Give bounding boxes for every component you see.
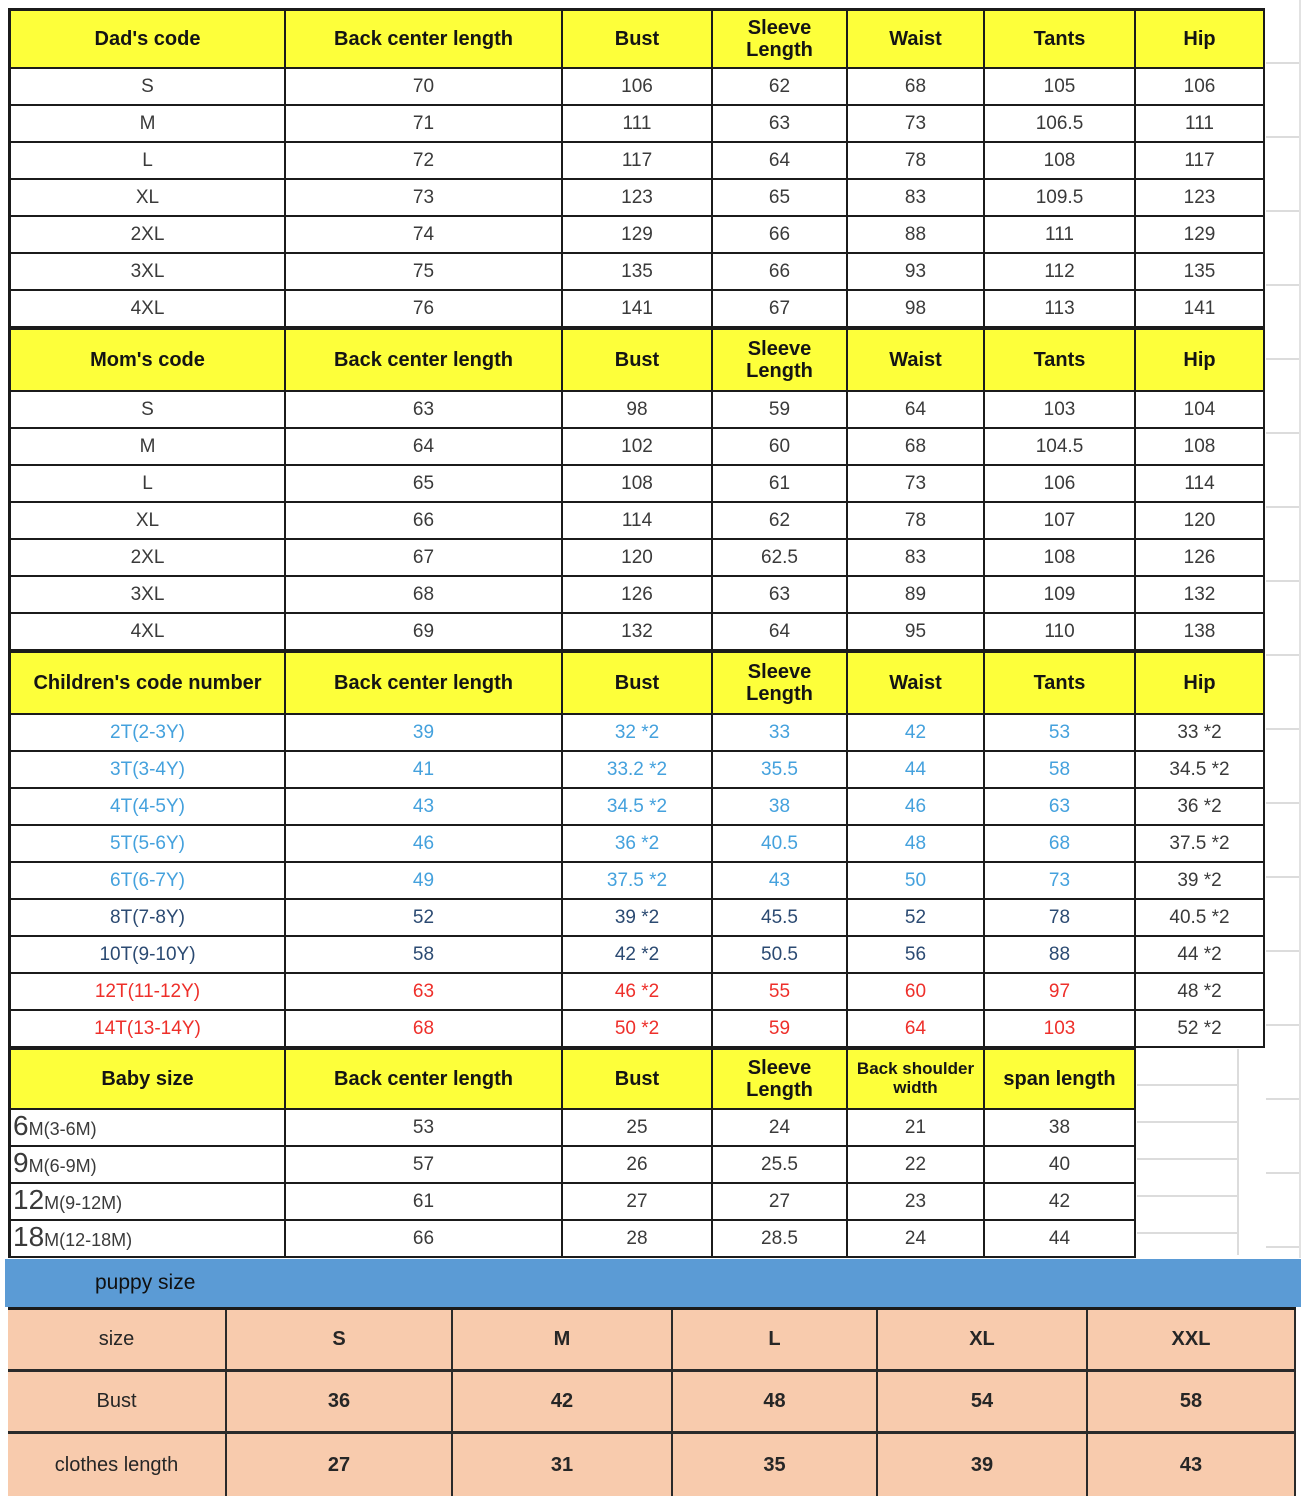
row-label: XL [11, 180, 286, 217]
value-cell: 89 [848, 577, 985, 614]
value-cell: 27 [713, 1184, 848, 1221]
column-header: Baby size [11, 1050, 286, 1110]
column-header: Sleeve Length [713, 11, 848, 69]
value-cell: 64 [713, 614, 848, 651]
puppy-value-cell: XL [878, 1310, 1088, 1372]
value-cell: 108 [1136, 429, 1265, 466]
value-cell: 42 [985, 1184, 1136, 1221]
value-cell: 62 [713, 503, 848, 540]
value-cell: 66 [286, 503, 563, 540]
value-cell: 42 [848, 715, 985, 752]
puppy-value-cell: 39 [878, 1434, 1088, 1496]
mom-size-table [8, 327, 1265, 651]
value-cell: 129 [1136, 217, 1265, 254]
value-cell: 66 [286, 1221, 563, 1258]
value-cell: 45.5 [713, 900, 848, 937]
value-cell: 52 [286, 900, 563, 937]
puppy-value-cell: 35 [673, 1434, 878, 1496]
value-cell: 129 [563, 217, 713, 254]
value-cell: 106 [985, 466, 1136, 503]
value-cell: 108 [985, 143, 1136, 180]
value-cell: 138 [1136, 614, 1265, 651]
value-cell: 106 [563, 69, 713, 106]
value-cell: 135 [563, 254, 713, 291]
value-cell: 62 [713, 69, 848, 106]
value-cell: 83 [848, 540, 985, 577]
value-cell: 68 [848, 429, 985, 466]
value-cell: 23 [848, 1184, 985, 1221]
row-label: 8T(7-8Y) [11, 900, 286, 937]
value-cell: 24 [713, 1110, 848, 1147]
column-header: Children's code number [11, 653, 286, 715]
value-cell: 38 [985, 1110, 1136, 1147]
value-cell: 110 [985, 614, 1136, 651]
row-label: 4XL [11, 614, 286, 651]
value-cell: 41 [286, 752, 563, 789]
value-cell: 71 [286, 106, 563, 143]
row-label-number: 6 [13, 1110, 29, 1141]
row-label-number: 12 [13, 1184, 45, 1215]
value-cell: 58 [985, 752, 1136, 789]
row-label: XL [11, 503, 286, 540]
value-cell: 108 [563, 466, 713, 503]
value-cell: 28.5 [713, 1221, 848, 1258]
column-header: Sleeve Length [713, 653, 848, 715]
column-header: Waist [848, 11, 985, 69]
row-label: 4XL [11, 291, 286, 328]
value-cell: 46 [848, 789, 985, 826]
value-cell: 78 [985, 900, 1136, 937]
value-cell: 64 [713, 143, 848, 180]
column-header: Waist [848, 330, 985, 392]
value-cell: 68 [286, 1011, 563, 1048]
value-cell: 27 [563, 1184, 713, 1221]
value-cell: 132 [1136, 577, 1265, 614]
value-cell: 50 *2 [563, 1011, 713, 1048]
value-cell: 114 [1136, 466, 1265, 503]
value-cell: 52 [848, 900, 985, 937]
value-cell: 69 [286, 614, 563, 651]
value-cell: 74 [286, 217, 563, 254]
column-header: span length [985, 1050, 1136, 1110]
row-label-suffix: M(9-12M) [44, 1193, 123, 1213]
value-cell: 117 [563, 143, 713, 180]
row-label: 2XL [11, 217, 286, 254]
value-cell: 114 [563, 503, 713, 540]
value-cell: 21 [848, 1110, 985, 1147]
value-cell: 65 [286, 466, 563, 503]
row-label-suffix: M(12-18M) [44, 1230, 133, 1250]
value-cell: 126 [1136, 540, 1265, 577]
value-cell: 28 [563, 1221, 713, 1258]
column-header: Sleeve Length [713, 330, 848, 392]
value-cell: 34.5 *2 [563, 789, 713, 826]
row-label: 2T(2-3Y) [11, 715, 286, 752]
puppy-size-title: puppy size [95, 1271, 196, 1294]
value-cell: 49 [286, 863, 563, 900]
column-header: Sleeve Length [713, 1050, 848, 1110]
value-cell: 64 [848, 392, 985, 429]
row-label-number: 9 [13, 1147, 29, 1178]
row-label: 14T(13-14Y) [11, 1011, 286, 1048]
value-cell: 40 [985, 1147, 1136, 1184]
value-cell: 25 [563, 1110, 713, 1147]
value-cell: 37.5 *2 [563, 863, 713, 900]
puppy-row-label: Bust [8, 1372, 227, 1434]
value-cell: 76 [286, 291, 563, 328]
column-header: Bust [563, 1050, 713, 1110]
row-label: 2XL [11, 540, 286, 577]
value-cell: 75 [286, 254, 563, 291]
value-cell: 67 [713, 291, 848, 328]
column-header: Tants [985, 653, 1136, 715]
value-cell: 67 [286, 540, 563, 577]
value-cell: 66 [713, 254, 848, 291]
value-cell: 88 [985, 937, 1136, 974]
value-cell: 109.5 [985, 180, 1136, 217]
column-header: Hip [1136, 11, 1265, 69]
value-cell: 97 [985, 974, 1136, 1011]
row-label: 3T(3-4Y) [11, 752, 286, 789]
baby-size-table [8, 1047, 1136, 1258]
value-cell: 66 [713, 217, 848, 254]
value-cell: 61 [286, 1184, 563, 1221]
puppy-value-cell: 48 [673, 1372, 878, 1434]
value-cell: 46 *2 [563, 974, 713, 1011]
puppy-value-cell: M [453, 1310, 673, 1372]
value-cell: 22 [848, 1147, 985, 1184]
row-label-suffix: M(6-9M) [28, 1156, 97, 1176]
value-cell: 98 [848, 291, 985, 328]
column-header: Hip [1136, 653, 1265, 715]
row-label: 12T(11-12Y) [11, 974, 286, 1011]
column-header: Hip [1136, 330, 1265, 392]
column-header: Bust [563, 11, 713, 69]
row-label [11, 1147, 286, 1184]
value-cell: 63 [713, 577, 848, 614]
value-cell: 106 [1136, 69, 1265, 106]
row-label-number: 18 [13, 1221, 45, 1252]
value-cell: 34.5 *2 [1136, 752, 1265, 789]
column-header: Back center length [286, 1050, 563, 1110]
value-cell: 68 [985, 826, 1136, 863]
row-label [11, 1184, 286, 1221]
value-cell: 48 [848, 826, 985, 863]
value-cell: 56 [848, 937, 985, 974]
value-cell: 68 [286, 577, 563, 614]
puppy-value-cell: 42 [453, 1372, 673, 1434]
row-label: M [11, 429, 286, 466]
puppy-value-cell: 58 [1088, 1372, 1296, 1434]
value-cell: 43 [713, 863, 848, 900]
row-label-suffix: M(3-6M) [28, 1119, 97, 1139]
value-cell: 106.5 [985, 106, 1136, 143]
puppy-value-cell: L [673, 1310, 878, 1372]
dad-size-table [8, 8, 1265, 328]
value-cell: 50 [848, 863, 985, 900]
value-cell: 88 [848, 217, 985, 254]
value-cell: 39 *2 [563, 900, 713, 937]
value-cell: 39 [286, 715, 563, 752]
row-label: 3XL [11, 577, 286, 614]
column-header: Tants [985, 330, 1136, 392]
value-cell: 32 *2 [563, 715, 713, 752]
row-label: S [11, 69, 286, 106]
value-cell: 39 *2 [1136, 863, 1265, 900]
spreadsheet-gridlines-baby [1137, 1049, 1239, 1255]
column-header: Mom's code [11, 330, 286, 392]
row-label: M [11, 106, 286, 143]
value-cell: 52 *2 [1136, 1011, 1265, 1048]
value-cell: 55 [713, 974, 848, 1011]
value-cell: 93 [848, 254, 985, 291]
value-cell: 26 [563, 1147, 713, 1184]
puppy-value-cell: S [227, 1310, 453, 1372]
value-cell: 102 [563, 429, 713, 466]
value-cell: 65 [713, 180, 848, 217]
value-cell: 111 [985, 217, 1136, 254]
value-cell: 113 [985, 291, 1136, 328]
value-cell: 33 *2 [1136, 715, 1265, 752]
value-cell: 44 [848, 752, 985, 789]
row-label: 4T(4-5Y) [11, 789, 286, 826]
value-cell: 123 [1136, 180, 1265, 217]
column-header: Back center length [286, 653, 563, 715]
puppy-size-table [8, 1307, 1296, 1496]
row-label: 3XL [11, 254, 286, 291]
column-header: Back center length [286, 11, 563, 69]
value-cell: 112 [985, 254, 1136, 291]
value-cell: 46 [286, 826, 563, 863]
value-cell: 63 [985, 789, 1136, 826]
value-cell: 108 [985, 540, 1136, 577]
value-cell: 36 *2 [563, 826, 713, 863]
row-label: L [11, 466, 286, 503]
puppy-value-cell: 27 [227, 1434, 453, 1496]
children-size-table [8, 650, 1265, 1048]
puppy-row-label: size [8, 1310, 227, 1372]
value-cell: 60 [713, 429, 848, 466]
value-cell: 42 *2 [563, 937, 713, 974]
value-cell: 38 [713, 789, 848, 826]
value-cell: 111 [1136, 106, 1265, 143]
value-cell: 63 [286, 974, 563, 1011]
row-label: L [11, 143, 286, 180]
value-cell: 73 [848, 106, 985, 143]
column-header: Tants [985, 11, 1136, 69]
value-cell: 61 [713, 466, 848, 503]
value-cell: 44 [985, 1221, 1136, 1258]
value-cell: 63 [286, 392, 563, 429]
value-cell: 43 [286, 789, 563, 826]
puppy-value-cell: 43 [1088, 1434, 1296, 1496]
value-cell: 103 [985, 1011, 1136, 1048]
value-cell: 141 [563, 291, 713, 328]
value-cell: 135 [1136, 254, 1265, 291]
row-label [11, 1110, 286, 1147]
value-cell: 59 [713, 392, 848, 429]
value-cell: 59 [713, 1011, 848, 1048]
puppy-row-label: clothes length [8, 1434, 227, 1496]
value-cell: 64 [848, 1011, 985, 1048]
value-cell: 83 [848, 180, 985, 217]
puppy-value-cell: XXL [1088, 1310, 1296, 1372]
value-cell: 107 [985, 503, 1136, 540]
value-cell: 111 [563, 106, 713, 143]
column-header: Waist [848, 653, 985, 715]
value-cell: 68 [848, 69, 985, 106]
puppy-size-banner [5, 1259, 1301, 1307]
value-cell: 109 [985, 577, 1136, 614]
spreadsheet-gridlines-right [1266, 0, 1301, 1258]
value-cell: 64 [286, 429, 563, 466]
value-cell: 120 [1136, 503, 1265, 540]
column-header: Bust [563, 653, 713, 715]
row-label: 10T(9-10Y) [11, 937, 286, 974]
value-cell: 36 *2 [1136, 789, 1265, 826]
value-cell: 98 [563, 392, 713, 429]
value-cell: 72 [286, 143, 563, 180]
value-cell: 104.5 [985, 429, 1136, 466]
value-cell: 48 *2 [1136, 974, 1265, 1011]
value-cell: 73 [286, 180, 563, 217]
value-cell: 63 [713, 106, 848, 143]
row-label: S [11, 392, 286, 429]
value-cell: 35.5 [713, 752, 848, 789]
value-cell: 33 [713, 715, 848, 752]
value-cell: 53 [286, 1110, 563, 1147]
puppy-value-cell: 36 [227, 1372, 453, 1434]
value-cell: 58 [286, 937, 563, 974]
value-cell: 40.5 [713, 826, 848, 863]
value-cell: 126 [563, 577, 713, 614]
value-cell: 103 [985, 392, 1136, 429]
value-cell: 95 [848, 614, 985, 651]
value-cell: 60 [848, 974, 985, 1011]
value-cell: 105 [985, 69, 1136, 106]
value-cell: 57 [286, 1147, 563, 1184]
value-cell: 117 [1136, 143, 1265, 180]
row-label [11, 1221, 286, 1258]
value-cell: 33.2 *2 [563, 752, 713, 789]
row-label: 5T(5-6Y) [11, 826, 286, 863]
column-header: Back center length [286, 330, 563, 392]
value-cell: 73 [985, 863, 1136, 900]
value-cell: 70 [286, 69, 563, 106]
value-cell: 132 [563, 614, 713, 651]
value-cell: 53 [985, 715, 1136, 752]
value-cell: 62.5 [713, 540, 848, 577]
column-header: Bust [563, 330, 713, 392]
value-cell: 37.5 *2 [1136, 826, 1265, 863]
value-cell: 78 [848, 143, 985, 180]
value-cell: 73 [848, 466, 985, 503]
puppy-value-cell: 54 [878, 1372, 1088, 1434]
value-cell: 40.5 *2 [1136, 900, 1265, 937]
value-cell: 25.5 [713, 1147, 848, 1184]
value-cell: 78 [848, 503, 985, 540]
value-cell: 141 [1136, 291, 1265, 328]
value-cell: 120 [563, 540, 713, 577]
value-cell: 104 [1136, 392, 1265, 429]
value-cell: 50.5 [713, 937, 848, 974]
row-label: 6T(6-7Y) [11, 863, 286, 900]
column-header: Dad's code [11, 11, 286, 69]
value-cell: 123 [563, 180, 713, 217]
value-cell: 24 [848, 1221, 985, 1258]
puppy-value-cell: 31 [453, 1434, 673, 1496]
value-cell: 44 *2 [1136, 937, 1265, 974]
column-header: Back shoulder width [848, 1050, 985, 1110]
